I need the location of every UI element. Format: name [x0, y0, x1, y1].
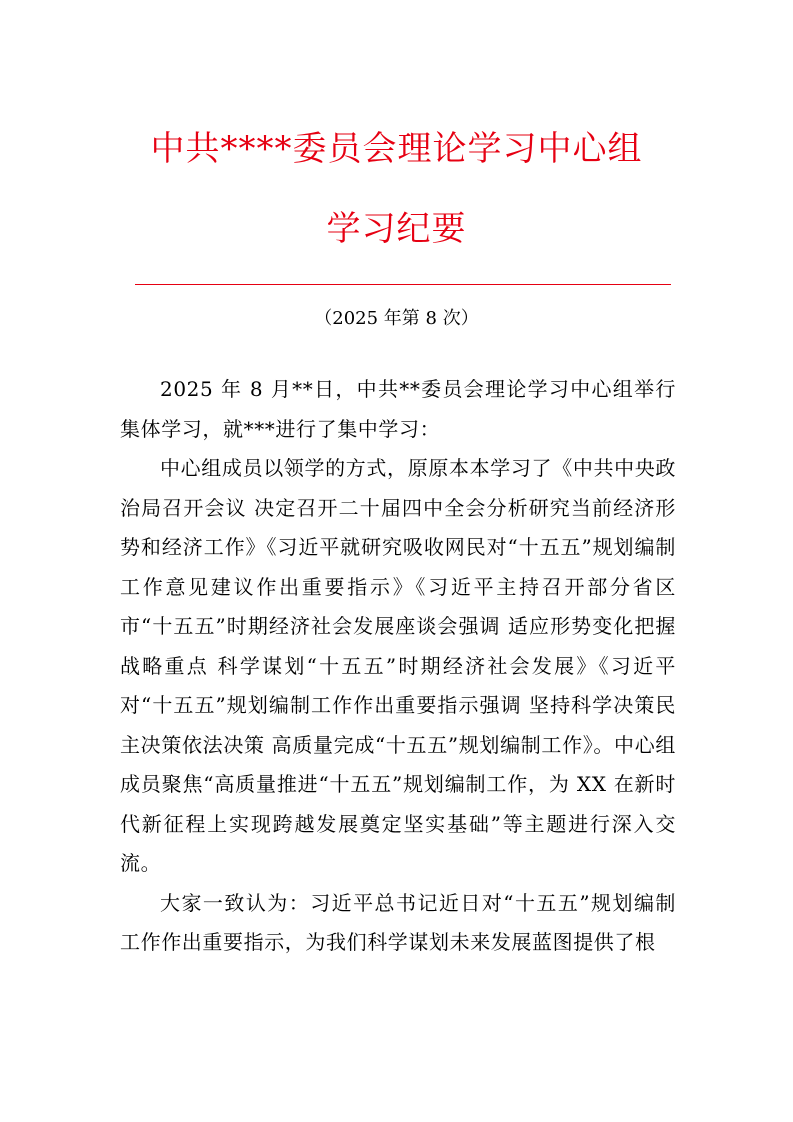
- paragraph-consensus: 大家一致认为：习近平总书记近日对“十五五”规划编制工作作出重要指示，为我们科学谋划未来发展蓝图提供了根: [120, 890, 676, 954]
- paragraph-intro: 2025 年 8 月**日，中共**委员会理论学习中心组举行集体学习，就***进行了集中学习：: [120, 377, 676, 441]
- title-divider: [135, 284, 671, 285]
- document-body: [120, 370, 676, 963]
- document-title-line-2: 学习纪要: [326, 209, 467, 249]
- document-title-line-1: 中共****委员会理论学习中心组: [150, 129, 643, 169]
- paragraph-study-content: 中心组成员以领学的方式，原原本本学习了《中共中央政治局召开会议 决定召开二十届四中全会分析研究当前经济形势和经济工作》《习近平就研究吸收网民对“十五五”规划编制工作意见建议作出重要指示》《习近平主持召开部分省区市“十五五”时期经济社会发展座谈会强调 适应形势变化把握战略重点 科学谋划“十五五”时期经济社会发展》《习近平对“十五五”规划编制工作作出重要指示强调 坚持科学决策民主决策依法决策 高质量完成“十五五”规划编制工作》。中心组成员聚焦“高质量推进“十五五”规划编制工作，为 XX 在新时代新征程上实现跨越发展奠定坚实基础”等主题进行深入交流。: [120, 456, 676, 875]
- issue-number: （2025 年第 8 次）: [314, 308, 479, 329]
